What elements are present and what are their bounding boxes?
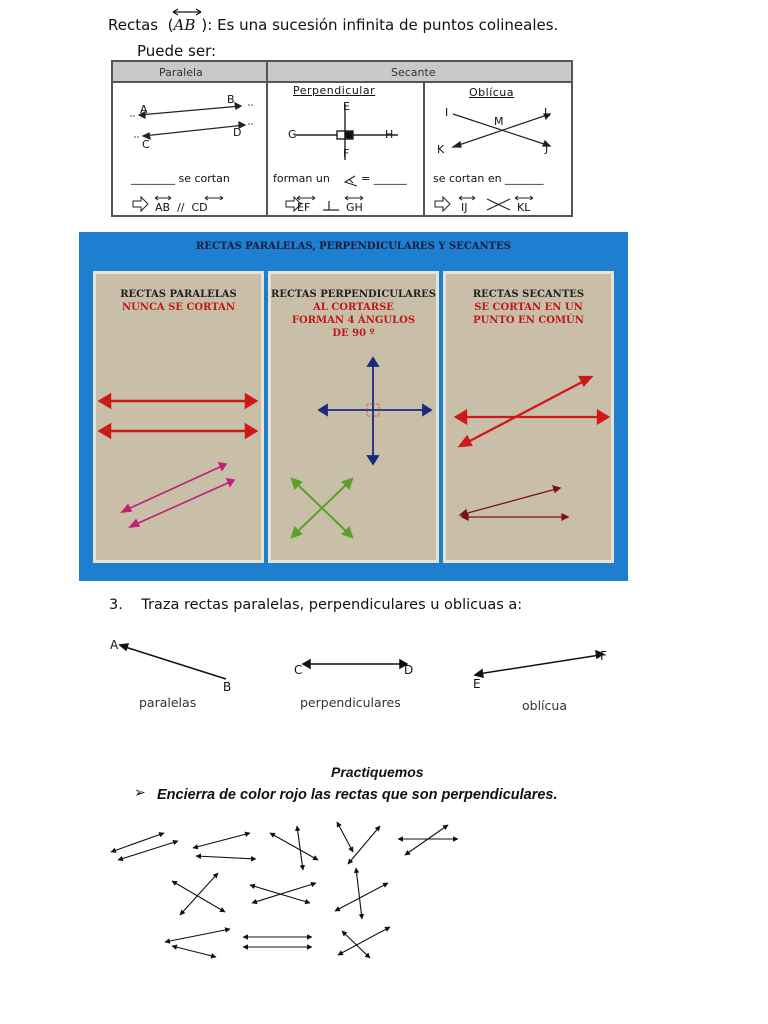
panel-paralelas — [93, 271, 264, 563]
ab-symbol: AB — [173, 16, 196, 34]
panel-paralelas-title: RECTAS PARALELAS — [120, 289, 237, 300]
definition-text: ): Es una sucesión infinita de puntos colineales. — [201, 16, 559, 34]
perp-text-a: forman un — [273, 172, 330, 185]
col-paralela: Paralela — [159, 66, 203, 79]
panel-paralelas-subtitle: NUNCA SE CORTAN — [121, 302, 236, 313]
panel-sec-title: RECTAS SECANTES — [472, 289, 585, 300]
point-a: A — [140, 103, 148, 116]
perpendicular-arrows — [271, 274, 436, 560]
paralela-lines — [139, 103, 245, 139]
poster-title: RECTAS PARALELAS, PERPENDICULARES Y SECANTES — [196, 241, 511, 252]
point-k: K — [437, 143, 445, 156]
paralela-text: ________ se cortan — [131, 172, 230, 185]
paralela-notation: AB // CD — [155, 201, 208, 214]
point-c: C — [142, 138, 150, 151]
sub-oblicua: Oblícua — [469, 86, 515, 99]
panel-perp-title: RECTAS PERPENDICULARES — [271, 289, 436, 300]
intro-line: Rectas (AB ): Es una sucesión infinita de puntos colineales. — [108, 16, 559, 34]
point-d: D — [233, 126, 242, 139]
exercise3-heading: 3. Traza rectas paralelas, perpendiculares u oblicuas a: — [109, 597, 523, 613]
perp-notation-a: EF — [297, 201, 311, 214]
perp-notation-b: GH — [346, 201, 363, 214]
obl-text: se cortan en _______ — [433, 172, 544, 185]
parallel-arrows — [96, 274, 261, 560]
ex-point-b: B — [223, 680, 232, 694]
ex-point-a: A — [110, 638, 119, 652]
obl-notation-b: KL — [517, 201, 531, 214]
angle-icon — [345, 176, 357, 186]
point-e: E — [343, 100, 350, 113]
ab-overarrow-icon — [170, 6, 204, 18]
panel-sec-subtitle: SE CORTAN EN UN PUNTO EN COMÚN — [473, 302, 584, 326]
panel-perpendiculares — [268, 271, 439, 563]
point-h: H — [385, 128, 394, 141]
panel-perp-subtitle: AL CORTARSE FORMAN 4 ÁNGULOS DE 90 º — [291, 302, 416, 339]
perp-text-b: = ______ — [361, 172, 407, 185]
practice-lines — [100, 815, 480, 965]
label-perpendiculares: perpendiculares — [300, 695, 401, 710]
point-g: G — [288, 128, 297, 141]
ex-point-d: D — [404, 663, 414, 677]
ex-point-f: F — [600, 649, 607, 663]
point-i: I — [445, 106, 449, 119]
label-rectas: Rectas — [108, 16, 159, 34]
sub-perpendicular: Perpendicular — [293, 84, 376, 97]
point-f: F — [343, 147, 350, 160]
puede-ser: Puede ser: — [137, 42, 217, 60]
secant-arrows — [446, 274, 611, 560]
panel-secantes — [443, 271, 614, 563]
label-oblicua: oblícua — [522, 698, 567, 713]
point-j: J — [545, 142, 549, 155]
obl-notation-a: IJ — [461, 201, 468, 214]
ex-point-e: E — [473, 677, 481, 691]
types-table — [111, 60, 573, 217]
point-b: B — [227, 93, 235, 106]
point-m: M — [494, 115, 504, 128]
label-paralelas: paralelas — [139, 695, 197, 710]
practice-instruction: Encierra de color rojo las rectas que son perpendiculares. — [157, 787, 558, 803]
point-l: L — [544, 106, 551, 119]
practice-title: Practiquemos — [331, 764, 424, 780]
col-secante: Secante — [391, 66, 436, 79]
practice-bullet-icon: ➢ — [134, 785, 146, 801]
lines-poster — [79, 232, 628, 581]
ex-point-c: C — [294, 663, 303, 677]
